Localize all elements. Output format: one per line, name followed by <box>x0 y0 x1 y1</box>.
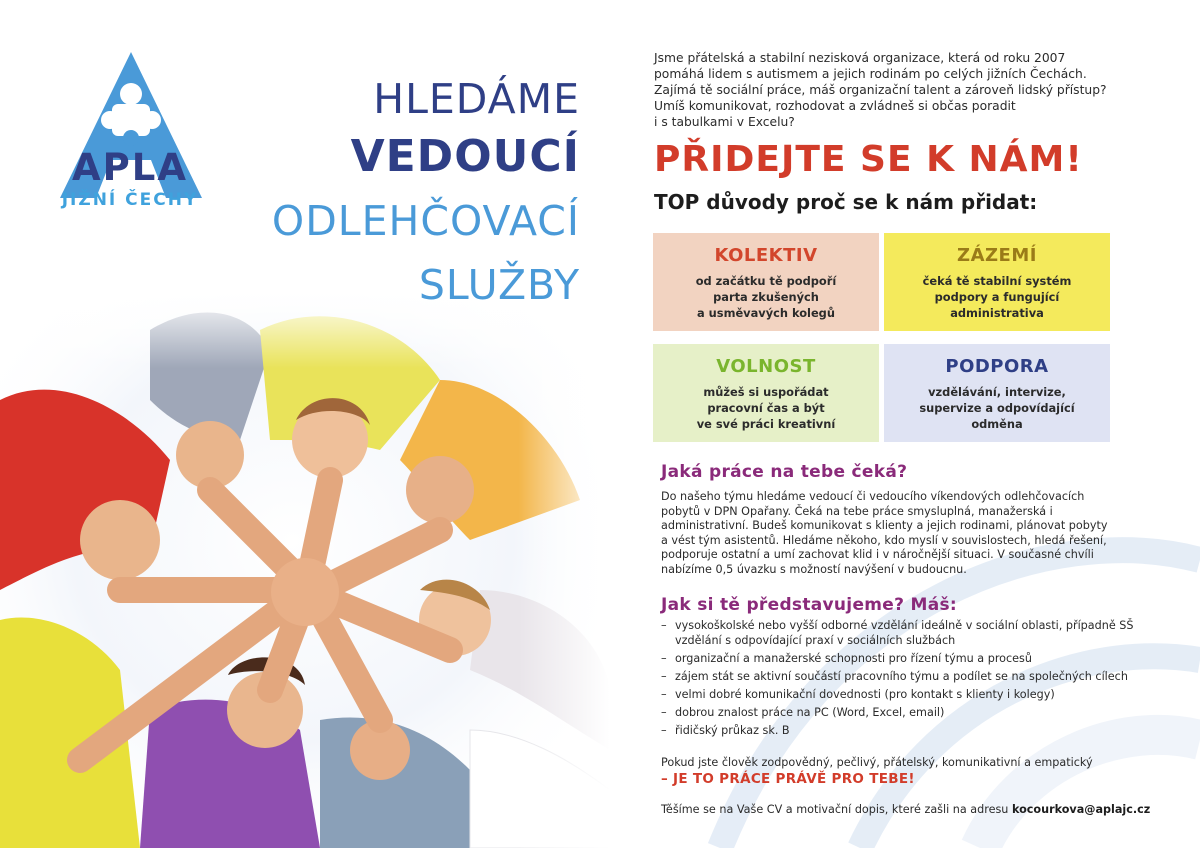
reason-line: odměna <box>971 417 1023 431</box>
closing-highlight: – JE TO PRÁCE PRÁVĚ PRO TEBE! <box>661 771 915 787</box>
reason-title: ZÁZEMÍ <box>957 245 1037 266</box>
reason-text <box>653 384 879 432</box>
headline-line-2: VEDOUCÍ <box>350 131 580 182</box>
intro-line: Jsme přátelská a stabilní nezisková organizace, která od roku 2007 <box>654 51 1066 65</box>
job-line: podporuje ostatní a umí zachovat klid i v náročnější situaci. V současné chvíli <box>661 548 1094 562</box>
top-reasons-title: TOP důvody proč se k nám přidat: <box>654 190 1038 214</box>
job-line: pobytů v DPN Opařany. Čeká na tebe práce smysluplná, manažerská i <box>661 504 1053 518</box>
reason-line: podpory a fungující <box>934 290 1060 304</box>
headline-line-3: ODLEHČOVACÍ <box>271 197 580 245</box>
intro-line: i s tabulkami v Excelu? <box>654 115 795 129</box>
reason-line: od začátku tě podpoří <box>695 274 837 288</box>
reason-line: pracovní čas a být <box>707 401 825 415</box>
reason-box-kolektiv <box>653 233 879 331</box>
intro-line: Umíš komunikovat, rozhodovat a zvládneš si občas poradit <box>654 99 1016 113</box>
reason-text <box>653 273 879 321</box>
reason-line: ve své práci kreativní <box>696 417 836 431</box>
requirement-item: – zájem stát se aktivní součástí pracovního týmu a podílet se na společných cílech <box>661 670 1161 685</box>
requirements-list <box>661 619 1161 742</box>
reason-line: čeká tě stabilní systém <box>922 274 1072 288</box>
team-hands-photo <box>0 290 610 848</box>
closing-text: Pokud jste člověk zodpovědný, pečlivý, přátelský, komunikativní a empatický <box>661 756 1093 769</box>
logo-name: APLA <box>72 146 188 189</box>
intro-line: Zajímá tě sociální práce, máš organizační talent a zároveň lidský přístup? <box>654 83 1107 97</box>
intro-text <box>654 50 1154 130</box>
reason-title: KOLEKTIV <box>714 245 818 266</box>
requirements-title: Jak si tě představujeme? Máš: <box>661 595 957 615</box>
footer-text: Těšíme se na Vaše CV a motivační dopis, které zašli na adresu <box>661 803 1009 816</box>
reason-text <box>884 384 1110 432</box>
requirement-item: – dobrou znalost práce na PC (Word, Excel, email) <box>661 706 1161 721</box>
headline-line-4: SLUŽBY <box>418 261 580 309</box>
reason-box-volnost <box>653 344 879 442</box>
intro-line: pomáhá lidem s autismem a jejich rodinám po celých jižních Čechách. <box>654 67 1087 81</box>
requirement-item: – řidičský průkaz sk. B <box>661 724 1161 739</box>
call-to-action: PŘIDEJTE SE K NÁM! <box>654 139 1083 180</box>
reason-line: a usměvavých kolegů <box>697 306 835 320</box>
reason-box-podpora <box>884 344 1110 442</box>
requirement-item: – organizační a manažerské schopnosti pro řízení týmu a procesů <box>661 652 1161 667</box>
reason-title: PODPORA <box>945 356 1049 377</box>
requirement-item: – velmi dobré komunikační dovednosti (pro kontakt s klienty i kolegy) <box>661 688 1161 703</box>
headline-line-1: HLEDÁME <box>373 75 580 123</box>
contact-email: kocourkova@aplajc.cz <box>1011 803 1151 816</box>
logo-region: JIŽNÍ ČECHY <box>61 190 199 210</box>
footer-contact <box>661 802 1181 817</box>
reason-line: vzdělávání, intervize, <box>928 385 1066 399</box>
reason-title: VOLNOST <box>716 356 816 377</box>
job-line: nabízíme 0,5 úvazku s možností navýšení v budoucnu. <box>661 562 967 576</box>
reason-line: můžeš si uspořádat <box>703 385 829 399</box>
reason-line: supervize a odpovídající <box>919 401 1075 415</box>
reason-text <box>884 273 1110 321</box>
job-line: a vést tým asistentů. Hledáme někoho, kdo myslí v souvislostech, hledá řešení, <box>661 533 1107 547</box>
reason-line: parta zkušených <box>713 290 819 304</box>
requirement-item: – vysokoškolské nebo vyšší odborné vzdělání ideálně v sociální oblasti, případně SŠ vzdělání s odpovídající praxí v sociálních službách <box>661 619 1161 648</box>
job-section-title: Jaká práce na tebe čeká? <box>661 462 908 482</box>
reason-box-zazemi <box>884 233 1110 331</box>
job-line: administrativní. Budeš komunikovat s klienty a jejich rodinami, plánovat pobyty <box>661 519 1108 533</box>
job-description <box>661 490 1161 578</box>
reason-line: administrativa <box>950 306 1044 320</box>
job-line: Do našeho týmu hledáme vedoucí či vedoucího víkendových odlehčovacích <box>661 490 1085 503</box>
